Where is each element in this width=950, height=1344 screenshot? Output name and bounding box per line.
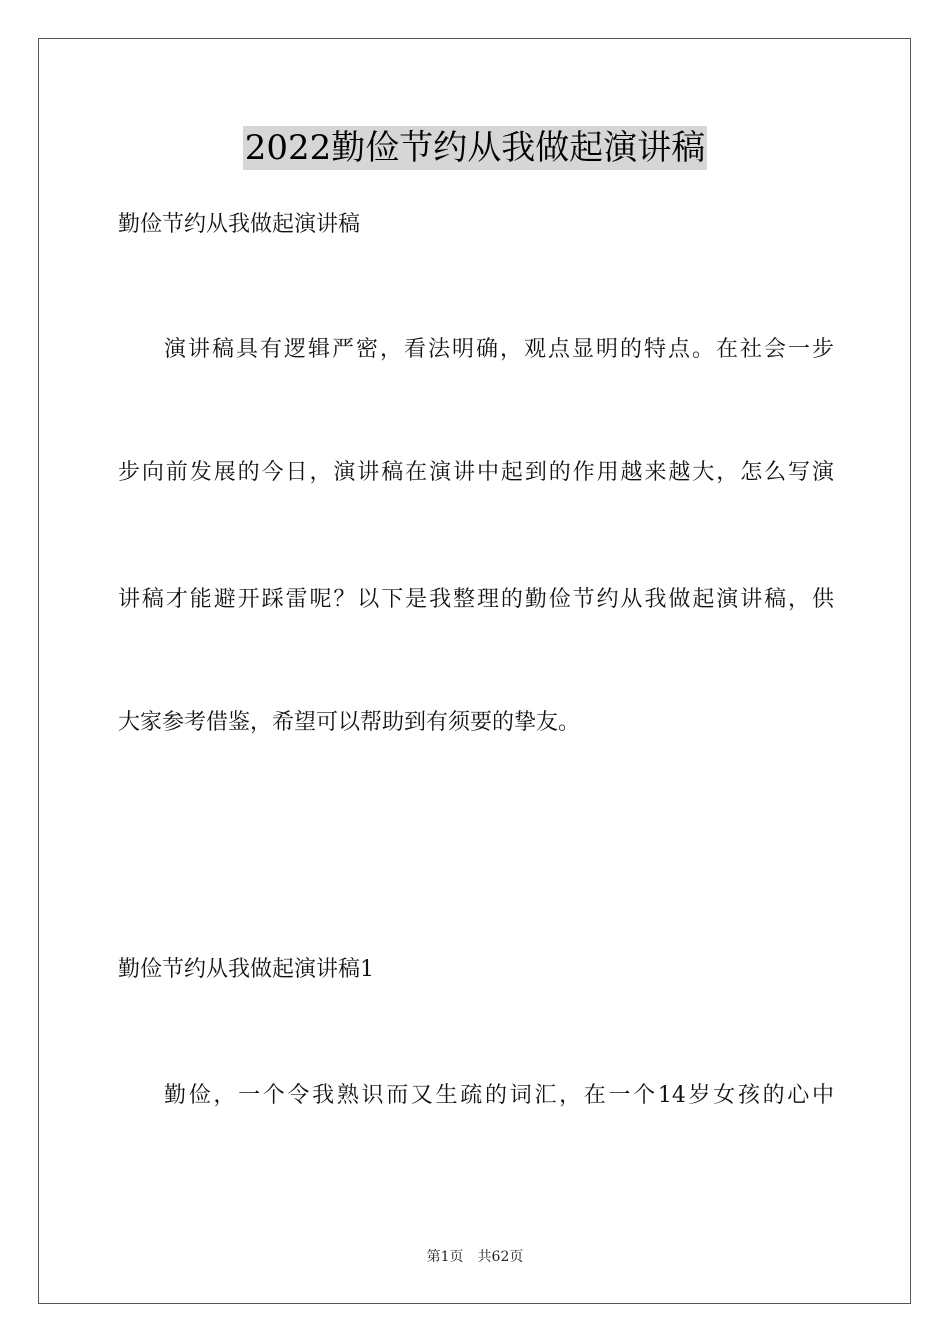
page-footer xyxy=(0,1248,950,1266)
document-subtitle: 勤俭节约从我做起演讲稿 xyxy=(118,212,361,237)
page-number-total: 共62页 xyxy=(477,1249,524,1265)
intro-line-3: 讲稿才能避开踩雷呢？以下是我整理的勤俭节约从我做起演讲稿，供 xyxy=(118,587,834,612)
document-title-text: 2022勤俭节约从我做起演讲稿 xyxy=(244,128,706,168)
intro-line-4: 大家参考借鉴，希望可以帮助到有须要的挚友。 xyxy=(118,710,581,735)
intro-line-1: 演讲稿具有逻辑严密，看法明确，观点显明的特点。在社会一步 xyxy=(164,337,834,362)
document-title xyxy=(0,126,950,172)
section-heading: 勤俭节约从我做起演讲稿1 xyxy=(118,957,374,982)
section-line-1: 勤俭，一个令我熟识而又生疏的词汇，在一个14岁女孩的心中 xyxy=(164,1083,834,1108)
page-number-current: 第1页 xyxy=(426,1249,464,1265)
intro-line-2: 步向前发展的今日，演讲稿在演讲中起到的作用越来越大，怎么写演 xyxy=(118,460,834,485)
